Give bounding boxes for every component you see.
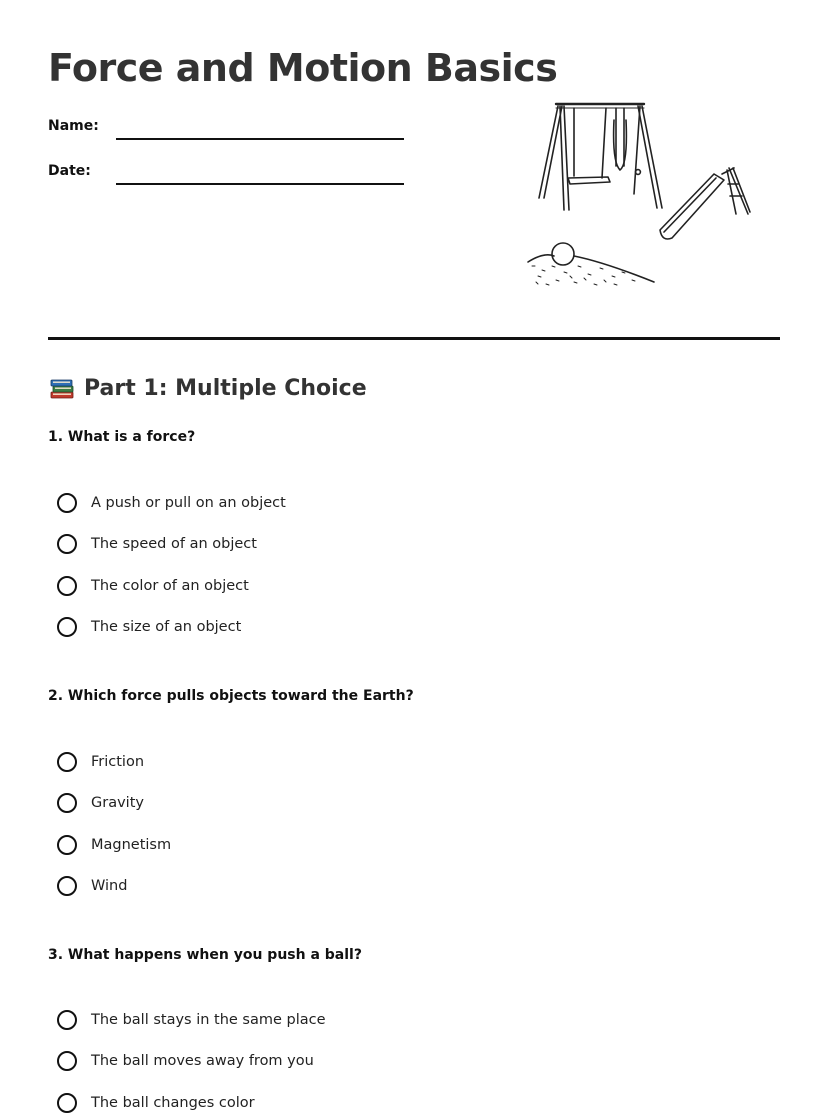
option-label: The color of an object <box>91 578 249 594</box>
section-heading <box>48 374 367 402</box>
radio-button[interactable] <box>57 576 77 596</box>
option-label: The ball changes color <box>91 1095 255 1111</box>
name-label: Name: <box>48 118 99 134</box>
question-3-option-3[interactable] <box>57 1093 255 1113</box>
name-field[interactable] <box>116 115 408 137</box>
question-1: 1. What is a force? <box>48 429 196 445</box>
option-label: The speed of an object <box>91 536 257 552</box>
radio-button[interactable] <box>57 1051 77 1071</box>
question-2-option-4[interactable] <box>57 876 127 896</box>
question-1-option-3[interactable] <box>57 576 249 596</box>
question-2-option-2[interactable] <box>57 793 144 813</box>
name-underline <box>116 138 404 140</box>
option-label: The ball moves away from you <box>91 1053 314 1069</box>
radio-button[interactable] <box>57 793 77 813</box>
option-label: Wind <box>91 878 128 894</box>
radio-button[interactable] <box>57 493 77 513</box>
date-underline <box>116 183 404 185</box>
option-label: The ball stays in the same place <box>91 1012 326 1028</box>
radio-button[interactable] <box>57 752 77 772</box>
section-title: Part 1: Multiple Choice <box>84 375 367 401</box>
section-divider <box>48 337 780 340</box>
radio-button[interactable] <box>57 835 77 855</box>
question-2-option-1[interactable] <box>57 752 144 772</box>
option-label: Magnetism <box>91 837 172 853</box>
question-1-option-1[interactable] <box>57 493 286 513</box>
option-label: Friction <box>91 754 145 770</box>
page-title: Force and Motion Basics <box>48 46 558 90</box>
radio-button[interactable] <box>57 1093 77 1113</box>
question-2-option-3[interactable] <box>57 835 171 855</box>
radio-button[interactable] <box>57 534 77 554</box>
books-icon <box>48 374 76 402</box>
date-field[interactable] <box>116 160 408 182</box>
question-3-option-1[interactable] <box>57 1010 326 1030</box>
playground-icon <box>524 98 756 290</box>
option-label: A push or pull on an object <box>91 495 286 511</box>
date-label: Date: <box>48 163 91 179</box>
radio-button[interactable] <box>57 1010 77 1030</box>
question-2: 2. Which force pulls objects toward the Earth? <box>48 688 414 704</box>
question-1-option-2[interactable] <box>57 534 257 554</box>
question-3: 3. What happens when you push a ball? <box>48 947 362 963</box>
radio-button[interactable] <box>57 876 77 896</box>
question-1-option-4[interactable] <box>57 617 241 637</box>
question-3-option-2[interactable] <box>57 1051 314 1071</box>
option-label: The size of an object <box>91 619 242 635</box>
option-label: Gravity <box>91 795 144 811</box>
radio-button[interactable] <box>57 617 77 637</box>
